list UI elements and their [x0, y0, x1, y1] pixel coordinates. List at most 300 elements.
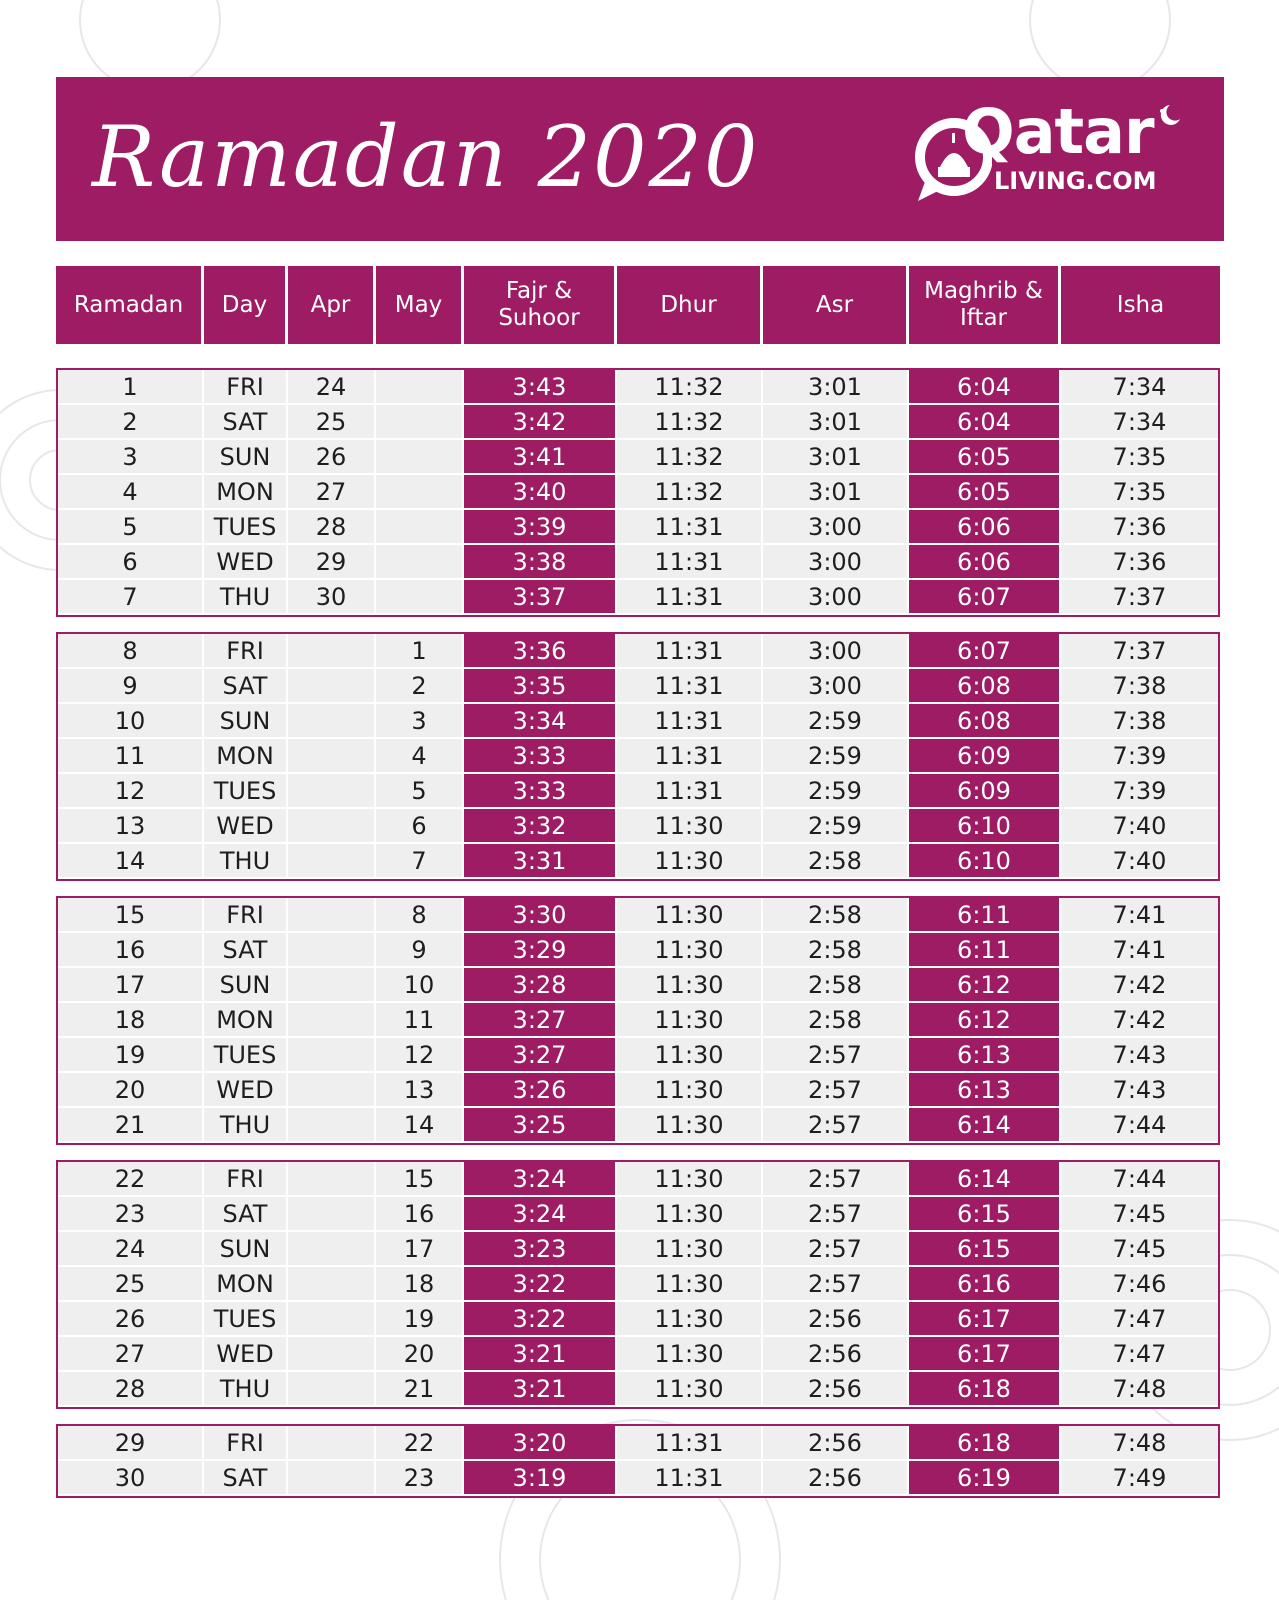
table-cell: SUN — [204, 968, 288, 1003]
table-cell: 7:36 — [1061, 545, 1218, 580]
table-cell: 6:11 — [909, 898, 1061, 933]
table-cell: 11:30 — [617, 1003, 763, 1038]
week-group — [56, 1424, 1220, 1498]
table-cell: 2:57 — [763, 1197, 909, 1232]
crescent-icon — [1154, 103, 1182, 127]
table-cell — [288, 1461, 376, 1496]
table-row — [58, 1162, 1218, 1197]
table-cell: 2:59 — [763, 704, 909, 739]
table-row — [58, 669, 1218, 704]
table-row — [58, 405, 1218, 440]
table-cell: 17 — [376, 1232, 464, 1267]
table-cell: 3:22 — [464, 1302, 617, 1337]
table-cell: 11:32 — [617, 405, 763, 440]
table-cell: MON — [204, 475, 288, 510]
table-cell: 4 — [376, 739, 464, 774]
table-row — [58, 1108, 1218, 1143]
table-cell: 3:00 — [763, 669, 909, 704]
table-row — [58, 1003, 1218, 1038]
column-header: May — [376, 266, 464, 344]
table-cell: MON — [204, 1003, 288, 1038]
page-title: Ramadan 2020 — [92, 108, 760, 206]
table-cell: TUES — [204, 510, 288, 545]
table-cell: 7:34 — [1061, 370, 1218, 405]
table-cell: 15 — [376, 1162, 464, 1197]
table-cell: 2:57 — [763, 1073, 909, 1108]
table-cell — [288, 1038, 376, 1073]
table-cell: 6:14 — [909, 1108, 1061, 1143]
table-cell: 6 — [376, 809, 464, 844]
table-cell: 27 — [58, 1337, 204, 1372]
table-cell: 28 — [288, 510, 376, 545]
table-cell: 6:09 — [909, 739, 1061, 774]
table-cell: 2 — [58, 405, 204, 440]
table-row — [58, 1337, 1218, 1372]
table-cell: 3:21 — [464, 1372, 617, 1407]
table-cell: WED — [204, 1073, 288, 1108]
table-cell: 11:30 — [617, 809, 763, 844]
table-cell: 11:31 — [617, 774, 763, 809]
column-header: Maghrib & Iftar — [909, 266, 1061, 344]
table-cell: 11:30 — [617, 898, 763, 933]
table-cell: 3:24 — [464, 1197, 617, 1232]
table-cell: 11:30 — [617, 844, 763, 879]
table-row — [58, 898, 1218, 933]
table-cell: 3:01 — [763, 405, 909, 440]
table-cell: 11:30 — [617, 1302, 763, 1337]
table-cell: 11:30 — [617, 968, 763, 1003]
table-cell — [288, 1232, 376, 1267]
column-header: Fajr & Suhoor — [464, 266, 617, 344]
table-cell: 23 — [58, 1197, 204, 1232]
table-cell: 3:39 — [464, 510, 617, 545]
table-cell: FRI — [204, 898, 288, 933]
table-cell: SUN — [204, 440, 288, 475]
table-cell: 3:37 — [464, 580, 617, 615]
table-cell: 7:47 — [1061, 1337, 1218, 1372]
table-cell: 6:09 — [909, 774, 1061, 809]
table-cell: 11:31 — [617, 510, 763, 545]
table-row — [58, 704, 1218, 739]
table-cell: 3:32 — [464, 809, 617, 844]
table-cell: 2:58 — [763, 898, 909, 933]
table-cell: 6:04 — [909, 370, 1061, 405]
table-row — [58, 1302, 1218, 1337]
table-cell: 6:07 — [909, 634, 1061, 669]
table-cell: 7:40 — [1061, 809, 1218, 844]
table-cell: 6:08 — [909, 704, 1061, 739]
table-cell: 11:30 — [617, 1162, 763, 1197]
table-cell — [288, 968, 376, 1003]
table-cell: TUES — [204, 1038, 288, 1073]
table-cell: 11:30 — [617, 1232, 763, 1267]
table-cell: 29 — [288, 545, 376, 580]
table-cell: 7:46 — [1061, 1267, 1218, 1302]
table-cell: 27 — [288, 475, 376, 510]
table-cell: 6:10 — [909, 809, 1061, 844]
table-cell: 7 — [58, 580, 204, 615]
table-cell: WED — [204, 1337, 288, 1372]
table-cell: 2:56 — [763, 1461, 909, 1496]
table-cell: FRI — [204, 1162, 288, 1197]
table-cell: 26 — [288, 440, 376, 475]
table-cell: 7:43 — [1061, 1073, 1218, 1108]
table-cell: 11:30 — [617, 1337, 763, 1372]
table-cell: 6:04 — [909, 405, 1061, 440]
table-cell — [288, 1426, 376, 1461]
table-cell: 9 — [376, 933, 464, 968]
table-cell: 11:30 — [617, 1038, 763, 1073]
table-cell: 7:44 — [1061, 1162, 1218, 1197]
table-row — [58, 545, 1218, 580]
table-cell: 7:45 — [1061, 1232, 1218, 1267]
table-header-row — [56, 266, 1220, 344]
table-cell: TUES — [204, 774, 288, 809]
table-cell: 2:58 — [763, 1003, 909, 1038]
table-cell: 11 — [58, 739, 204, 774]
table-cell: SAT — [204, 933, 288, 968]
table-cell: 28 — [58, 1372, 204, 1407]
table-cell: 3:23 — [464, 1232, 617, 1267]
table-cell: 30 — [58, 1461, 204, 1496]
table-cell: 7:35 — [1061, 440, 1218, 475]
table-cell: 21 — [376, 1372, 464, 1407]
table-row — [58, 1197, 1218, 1232]
table-row — [58, 809, 1218, 844]
week-group — [56, 896, 1220, 1145]
table-cell: 2:59 — [763, 739, 909, 774]
table-cell: 11:30 — [617, 1108, 763, 1143]
table-row — [58, 510, 1218, 545]
table-cell: 5 — [58, 510, 204, 545]
table-row — [58, 968, 1218, 1003]
table-row — [58, 1232, 1218, 1267]
table-cell: 7:41 — [1061, 933, 1218, 968]
table-cell: 9 — [58, 669, 204, 704]
table-cell: 12 — [376, 1038, 464, 1073]
table-cell: THU — [204, 1108, 288, 1143]
table-cell: 3:42 — [464, 405, 617, 440]
table-cell — [288, 774, 376, 809]
table-cell: 15 — [58, 898, 204, 933]
table-cell: 30 — [288, 580, 376, 615]
table-cell: 3:38 — [464, 545, 617, 580]
table-cell — [288, 1003, 376, 1038]
table-cell: 3:33 — [464, 739, 617, 774]
table-cell: 3:29 — [464, 933, 617, 968]
table-cell: 4 — [58, 475, 204, 510]
table-cell — [288, 1372, 376, 1407]
table-cell — [288, 1108, 376, 1143]
table-cell: 13 — [376, 1073, 464, 1108]
logo-subtext: LIVING.COM — [994, 167, 1157, 195]
table-cell: 7:48 — [1061, 1372, 1218, 1407]
table-cell — [376, 510, 464, 545]
table-cell: THU — [204, 580, 288, 615]
table-cell: 23 — [376, 1461, 464, 1496]
qatar-living-logo — [912, 95, 1182, 219]
table-cell: 11:32 — [617, 475, 763, 510]
table-cell: 3:22 — [464, 1267, 617, 1302]
table-cell: 2:57 — [763, 1267, 909, 1302]
table-cell — [288, 669, 376, 704]
table-cell: 2:57 — [763, 1038, 909, 1073]
table-cell: 11:31 — [617, 1426, 763, 1461]
table-cell: FRI — [204, 1426, 288, 1461]
table-cell: 3:21 — [464, 1337, 617, 1372]
table-cell: 11:31 — [617, 704, 763, 739]
table-cell: 6:15 — [909, 1232, 1061, 1267]
table-cell: 25 — [288, 405, 376, 440]
table-row — [58, 844, 1218, 879]
column-header: Ramadan — [56, 266, 204, 344]
table-cell: 22 — [376, 1426, 464, 1461]
table-cell: 1 — [58, 370, 204, 405]
table-cell: 7:48 — [1061, 1426, 1218, 1461]
table-cell — [288, 1197, 376, 1232]
table-cell — [376, 440, 464, 475]
table-cell: 2 — [376, 669, 464, 704]
table-cell: 7:44 — [1061, 1108, 1218, 1143]
table-cell: 13 — [58, 809, 204, 844]
table-cell: 20 — [376, 1337, 464, 1372]
table-cell: 3:01 — [763, 475, 909, 510]
table-cell: 3:01 — [763, 370, 909, 405]
table-cell: 6:11 — [909, 933, 1061, 968]
table-cell: 20 — [58, 1073, 204, 1108]
table-cell: 6:12 — [909, 968, 1061, 1003]
table-cell: 7:45 — [1061, 1197, 1218, 1232]
table-row — [58, 580, 1218, 615]
table-cell: 2:57 — [763, 1232, 909, 1267]
table-cell: 17 — [58, 968, 204, 1003]
table-cell: FRI — [204, 370, 288, 405]
table-cell: 6:05 — [909, 440, 1061, 475]
table-cell: 1 — [376, 634, 464, 669]
table-cell: SAT — [204, 405, 288, 440]
table-cell: 11:31 — [617, 739, 763, 774]
table-cell: 7:49 — [1061, 1461, 1218, 1496]
table-cell: 18 — [376, 1267, 464, 1302]
table-cell: 3:00 — [763, 510, 909, 545]
table-cell: 3:24 — [464, 1162, 617, 1197]
table-row — [58, 774, 1218, 809]
table-cell: 7:37 — [1061, 634, 1218, 669]
table-cell: 8 — [376, 898, 464, 933]
table-cell: 11:31 — [617, 669, 763, 704]
table-cell: 7:39 — [1061, 774, 1218, 809]
table-cell: 3:19 — [464, 1461, 617, 1496]
table-cell — [288, 704, 376, 739]
table-cell: 11:31 — [617, 580, 763, 615]
table-cell: SAT — [204, 1197, 288, 1232]
table-cell: 3:33 — [464, 774, 617, 809]
table-row — [58, 634, 1218, 669]
table-cell: 11:30 — [617, 1267, 763, 1302]
table-cell: 24 — [58, 1232, 204, 1267]
table-cell: SUN — [204, 1232, 288, 1267]
table-cell: 7:40 — [1061, 844, 1218, 879]
table-cell: 6:14 — [909, 1162, 1061, 1197]
table-row — [58, 1372, 1218, 1407]
table-cell: 3:36 — [464, 634, 617, 669]
table-cell: 25 — [58, 1267, 204, 1302]
table-cell — [376, 545, 464, 580]
table-cell: 6:13 — [909, 1073, 1061, 1108]
table-cell: 7:38 — [1061, 669, 1218, 704]
table-cell: 6:10 — [909, 844, 1061, 879]
table-cell: SUN — [204, 704, 288, 739]
table-cell: 6:05 — [909, 475, 1061, 510]
table-cell: 7:47 — [1061, 1302, 1218, 1337]
table-cell: 3:41 — [464, 440, 617, 475]
table-cell: 8 — [58, 634, 204, 669]
table-cell: 7:42 — [1061, 1003, 1218, 1038]
table-cell — [288, 933, 376, 968]
week-group — [56, 368, 1220, 617]
table-cell: 10 — [58, 704, 204, 739]
table-cell — [288, 1337, 376, 1372]
table-cell: 7:38 — [1061, 704, 1218, 739]
table-cell: 6:17 — [909, 1337, 1061, 1372]
table-cell — [288, 1073, 376, 1108]
table-cell: 12 — [58, 774, 204, 809]
table-cell: 7:34 — [1061, 405, 1218, 440]
table-cell: 6:08 — [909, 669, 1061, 704]
table-cell: 3:00 — [763, 545, 909, 580]
table-cell: 3:28 — [464, 968, 617, 1003]
table-cell: 11:30 — [617, 1073, 763, 1108]
table-cell: 3 — [376, 704, 464, 739]
table-row — [58, 1073, 1218, 1108]
table-cell: 26 — [58, 1302, 204, 1337]
table-cell: 11:30 — [617, 1197, 763, 1232]
table-cell: SAT — [204, 669, 288, 704]
table-cell: 6:15 — [909, 1197, 1061, 1232]
table-cell: 24 — [288, 370, 376, 405]
column-header: Dhur — [617, 266, 763, 344]
table-cell: 22 — [58, 1162, 204, 1197]
table-cell: 2:56 — [763, 1337, 909, 1372]
table-cell: WED — [204, 545, 288, 580]
table-cell: 2:59 — [763, 774, 909, 809]
table-cell: MON — [204, 1267, 288, 1302]
column-header: Asr — [763, 266, 909, 344]
title-banner — [56, 77, 1224, 241]
table-cell — [376, 370, 464, 405]
table-cell: 19 — [376, 1302, 464, 1337]
table-cell: 7:43 — [1061, 1038, 1218, 1073]
table-cell: 11:30 — [617, 1372, 763, 1407]
table-cell — [376, 405, 464, 440]
week-group — [56, 1160, 1220, 1409]
table-cell: 14 — [58, 844, 204, 879]
table-cell: 6:16 — [909, 1267, 1061, 1302]
table-cell: WED — [204, 809, 288, 844]
table-cell: MON — [204, 739, 288, 774]
table-cell — [376, 475, 464, 510]
table-row — [58, 1426, 1218, 1461]
table-row — [58, 1461, 1218, 1496]
table-cell: 3:00 — [763, 634, 909, 669]
table-cell: 6:18 — [909, 1426, 1061, 1461]
table-cell: 18 — [58, 1003, 204, 1038]
table-cell — [288, 739, 376, 774]
table-cell: SAT — [204, 1461, 288, 1496]
table-cell: 11:30 — [617, 933, 763, 968]
table-cell: 2:59 — [763, 809, 909, 844]
table-cell: 11 — [376, 1003, 464, 1038]
table-cell: 2:57 — [763, 1162, 909, 1197]
table-row — [58, 475, 1218, 510]
table-cell: 7:39 — [1061, 739, 1218, 774]
table-cell: 6:18 — [909, 1372, 1061, 1407]
table-row — [58, 739, 1218, 774]
table-cell: 3 — [58, 440, 204, 475]
table-cell: 6:17 — [909, 1302, 1061, 1337]
table-cell: 11:31 — [617, 1461, 763, 1496]
table-cell: 14 — [376, 1108, 464, 1143]
table-cell: 3:27 — [464, 1038, 617, 1073]
column-header: Day — [204, 266, 288, 344]
table-cell: 2:58 — [763, 844, 909, 879]
table-cell: 3:27 — [464, 1003, 617, 1038]
table-cell: 2:56 — [763, 1426, 909, 1461]
table-cell: 3:26 — [464, 1073, 617, 1108]
table-cell: 2:57 — [763, 1108, 909, 1143]
logo-wordmark: Qatar — [962, 95, 1154, 168]
table-cell: 11:31 — [617, 634, 763, 669]
table-cell: 3:00 — [763, 580, 909, 615]
table-cell — [288, 1302, 376, 1337]
table-cell: 3:20 — [464, 1426, 617, 1461]
table-cell: THU — [204, 844, 288, 879]
table-row — [58, 1267, 1218, 1302]
table-cell: 3:30 — [464, 898, 617, 933]
table-cell — [288, 1162, 376, 1197]
column-header: Isha — [1061, 266, 1220, 344]
table-cell: 29 — [58, 1426, 204, 1461]
table-cell: 5 — [376, 774, 464, 809]
table-cell: 7 — [376, 844, 464, 879]
table-row — [58, 440, 1218, 475]
table-cell — [288, 809, 376, 844]
table-cell: 10 — [376, 968, 464, 1003]
table-cell — [288, 1267, 376, 1302]
table-cell: FRI — [204, 634, 288, 669]
table-cell — [376, 580, 464, 615]
table-cell: 2:58 — [763, 968, 909, 1003]
table-cell: 3:01 — [763, 440, 909, 475]
column-header: Apr — [288, 266, 376, 344]
table-cell: TUES — [204, 1302, 288, 1337]
table-cell: 6 — [58, 545, 204, 580]
table-cell: 6:12 — [909, 1003, 1061, 1038]
table-cell: 6:06 — [909, 510, 1061, 545]
table-cell: 7:37 — [1061, 580, 1218, 615]
table-row — [58, 933, 1218, 968]
table-cell: 2:58 — [763, 933, 909, 968]
table-cell — [288, 634, 376, 669]
table-cell: 2:56 — [763, 1372, 909, 1407]
table-cell: THU — [204, 1372, 288, 1407]
table-cell: 6:07 — [909, 580, 1061, 615]
table-cell: 6:06 — [909, 545, 1061, 580]
table-cell: 7:41 — [1061, 898, 1218, 933]
table-cell: 19 — [58, 1038, 204, 1073]
table-cell: 7:42 — [1061, 968, 1218, 1003]
table-cell — [288, 898, 376, 933]
